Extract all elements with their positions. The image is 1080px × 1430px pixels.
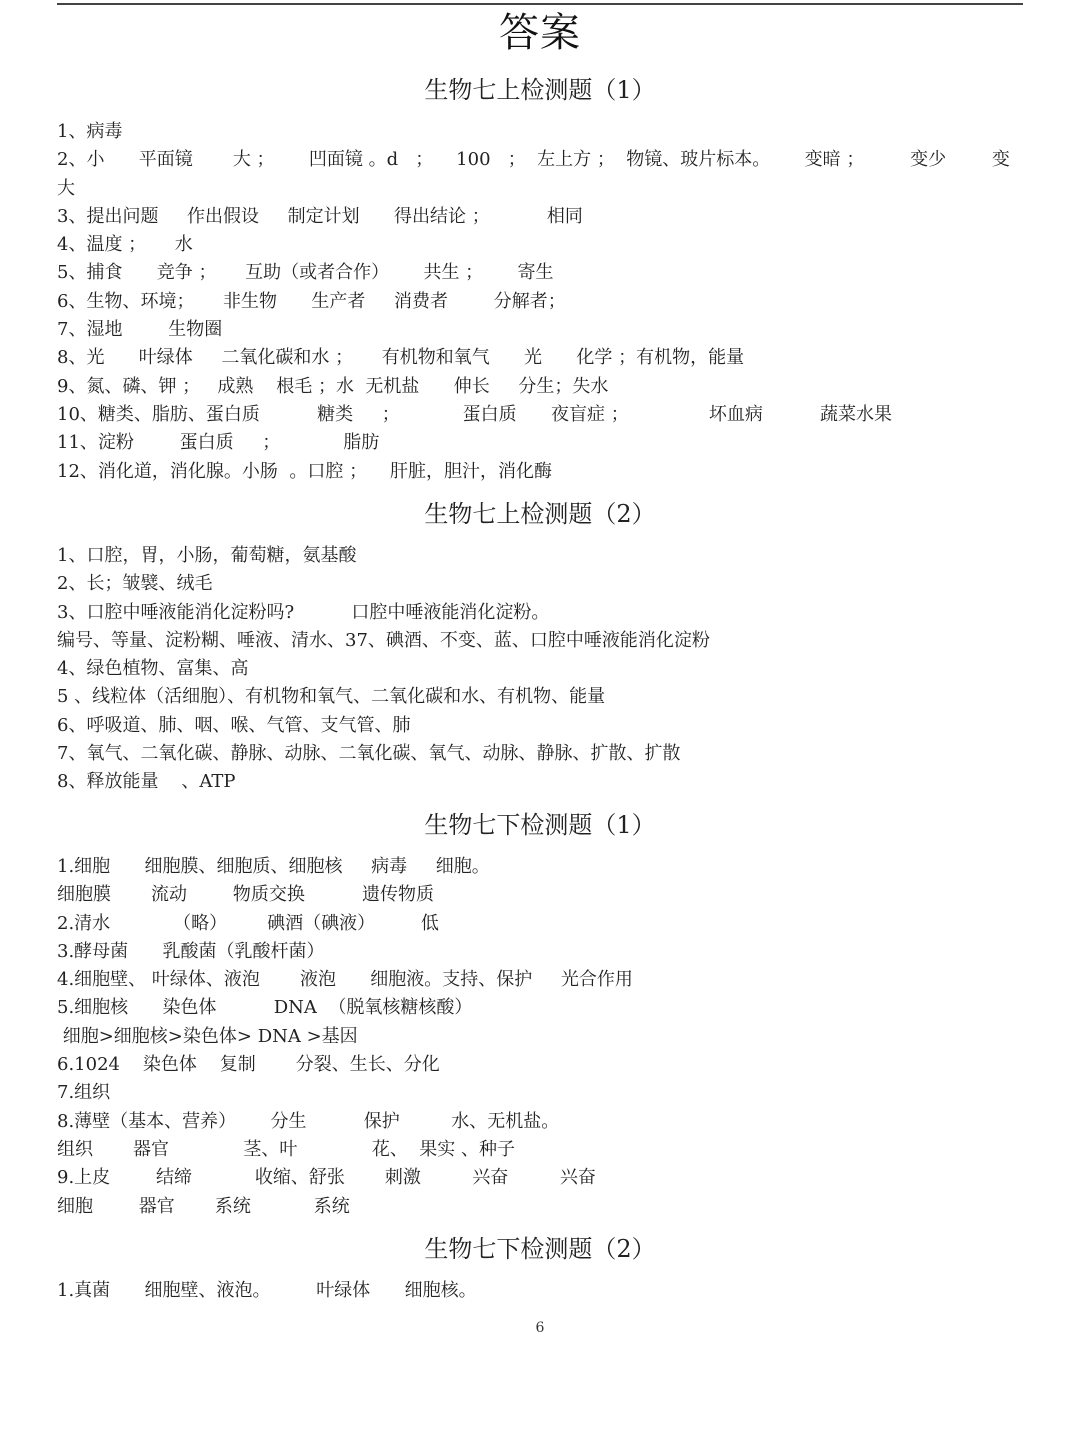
answer-line: 2.清水 （略） 碘酒（碘液） 低 [57,912,439,934]
answer-line: 2、长；皱襞、绒毛 [57,573,213,595]
section-heading-2: 生物七上检测题（2） [424,500,656,528]
answer-line: 9、氮、磷、钾 ； 成熟 根毛 ；水 无机盐 伸长 分生；失水 [57,375,609,397]
section-heading-1: 生物七上检测题（1） [424,76,656,104]
section-body-1 [57,118,1037,486]
answer-line: 5.细胞核 染色体 DNA （脱氧核糖核酸） [57,997,473,1019]
page-number: 6 [535,1320,545,1336]
answer-line: 3、提出问题 作出假设 制定计划 得出结论 ； 相同 [57,205,583,227]
answer-line: 8.薄壁（基本、营养） 分生 保护 水、无机盐。 [57,1110,560,1132]
section-body-2 [57,542,1037,797]
answer-line: 组织 器官 茎、叶 花、 果实 、种子 [57,1138,515,1160]
answer-line: 6、呼吸道、肺、咽、喉、气管、支气管、肺 [57,714,411,736]
answer-line: 1.细胞 细胞膜、细胞质、细胞核 病毒 细胞。 [57,856,490,877]
answer-line: 4.细胞壁、 叶绿体、液泡 液泡 细胞液。支持、保护 光合作用 [57,969,633,991]
answer-line: 编号、等量、淀粉糊、唾液、清水、37、碘酒、不变、蓝、口腔中唾液能消化淀粉 [57,629,710,651]
answer-line: 1、病毒 [57,121,123,142]
answer-line: 7、氧气、二氧化碳、静脉、动脉、二氧化碳、氧气、动脉、静脉、扩散、扩散 [57,743,681,765]
answer-line: 7.组织 [57,1082,111,1104]
answer-line: 4、绿色植物、富集、高 [57,658,249,680]
answer-line: 细胞 器官 系统 系统 [57,1195,350,1217]
answer-line: 5、捕食 竞争 ； 互助（或者合作） 共生 ； 寄生 [57,262,554,284]
section-heading-3: 生物七下检测题（1） [424,811,656,839]
answer-line: 12、消化道，消化腺。小肠 。口腔 ； 肝脏，胆汁，消化酶 [57,460,552,482]
top-rule [57,3,1023,5]
answer-line: 2、小 平面镜 大 ； 凹面镜 。d ； 100 ； 左上方 ； 物镜、玻片标本。 变暗 ； 变少 变 [57,149,1010,171]
section-body-3 [57,853,1037,1221]
answer-line: 3.酵母菌 乳酸菌（乳酸杆菌） [57,940,325,962]
answer-line: 1、口腔，胃，小肠，葡萄糖，氨基酸 [57,545,357,566]
answer-line: 9.上皮 结缔 收缩、舒张 刺激 兴奋 兴奋 [57,1167,596,1189]
answer-line: 8、释放能量 、ATP [57,771,236,793]
answer-line: 8、光 叶绿体 二氧化碳和水 ； 有机物和氧气 光 化学 ；有机物，能量 [57,347,745,369]
answer-line: 大 [57,177,75,199]
answer-line: 7、湿地 生物圈 [57,319,223,341]
answer-line: 10、糖类、脂肪、蛋白质 糖类 ； 蛋白质 夜盲症 ； 坏血病 蔬菜水果 [57,403,893,425]
section-body-4 [57,1277,1037,1305]
answer-line: 1.真菌 细胞壁、液泡。 叶绿体 细胞核。 [57,1280,477,1301]
answer-line: 3、口腔中唾液能消化淀粉吗? 口腔中唾液能消化淀粉。 [57,601,550,623]
answer-line: 11、淀粉 蛋白质 ； 脂肪 [57,432,380,454]
page-title: 答案 [499,10,581,56]
answer-line: 4、温度 ； 水 [57,234,193,256]
answer-line: 5 、线粒体（活细胞）、有机物和氧气、二氧化碳和水、有机物、能量 [57,686,606,708]
answer-line: 细胞>细胞核>染色体> DNA >基因 [57,1025,358,1047]
section-heading-4: 生物七下检测题（2） [424,1235,656,1263]
answer-line: 细胞膜 流动 物质交换 遗传物质 [57,884,435,906]
answer-line: 6.1024 染色体 复制 分裂、生长、分化 [57,1054,440,1076]
answer-line: 6、生物、环境； 非生物 生产者 消费者 分解者； [57,290,566,312]
